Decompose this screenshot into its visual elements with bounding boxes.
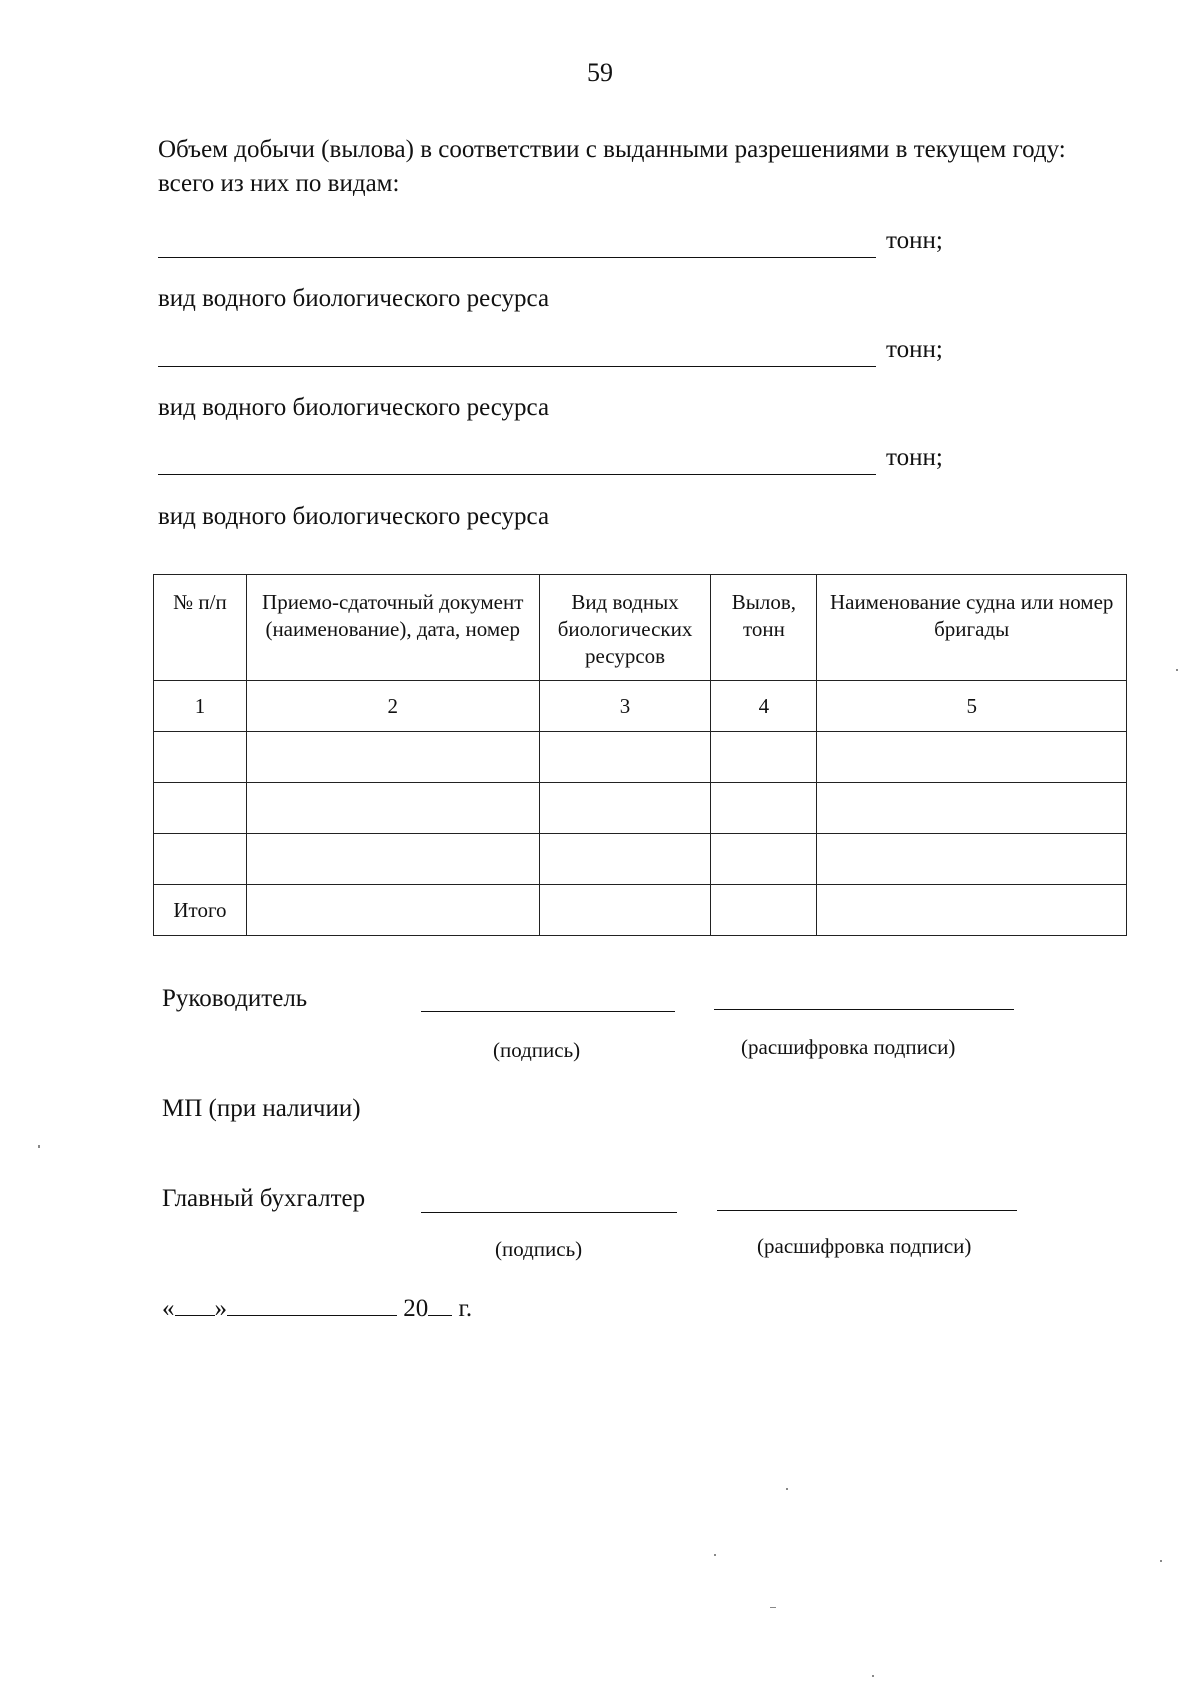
header-species: Вид водных биологических ресурсов (539, 575, 711, 681)
director-label: Руководитель (162, 985, 308, 1012)
table-cell[interactable] (817, 783, 1127, 834)
fill-line[interactable] (158, 257, 876, 258)
unit-label: тонн; (886, 444, 943, 471)
table-cell[interactable] (711, 732, 817, 783)
table-row (154, 783, 1127, 834)
table-cell[interactable] (539, 783, 711, 834)
column-number: 1 (154, 681, 247, 732)
species-volume-blank (158, 444, 958, 478)
species-label: вид водного биологического ресурса (158, 394, 550, 421)
species-volume-blank (158, 336, 958, 370)
table-cell[interactable] (246, 732, 539, 783)
accountant-label: Главный бухгалтер (162, 1185, 366, 1212)
transcript-caption: (расшифровка подписи) (757, 1234, 972, 1258)
date-open-quote: « (162, 1295, 175, 1322)
column-number-row (154, 681, 1127, 732)
accountant-transcript-line[interactable] (717, 1210, 1017, 1211)
total-row (154, 885, 1127, 936)
catch-table (153, 574, 1127, 936)
table-cell[interactable] (711, 834, 817, 885)
scan-speck (1176, 669, 1178, 671)
species-label: вид водного биологического ресурса (158, 503, 550, 530)
intro-text: Объем добычи (вылова) в соответствии с выданными разрешениями в текущем году: всего из них по видам: (158, 136, 1066, 197)
day-blank[interactable] (175, 1293, 215, 1316)
header-vessel: Наименование судна или номер бригады (817, 575, 1127, 681)
table-cell[interactable] (154, 783, 247, 834)
table-cell[interactable] (246, 783, 539, 834)
table-row (154, 732, 1127, 783)
table-cell[interactable] (154, 834, 247, 885)
stamp-label: МП (при наличии) (162, 1095, 361, 1122)
signature-caption: (подпись) (495, 1237, 583, 1261)
table-cell[interactable] (246, 834, 539, 885)
table-cell[interactable] (246, 885, 539, 936)
header-number: № п/п (154, 575, 247, 681)
table-cell[interactable] (711, 783, 817, 834)
table-cell[interactable] (711, 885, 817, 936)
table-cell[interactable] (539, 732, 711, 783)
transcript-caption: (расшифровка подписи) (741, 1035, 956, 1059)
date-close-quote: » (214, 1295, 227, 1322)
scan-speck (38, 1145, 40, 1148)
species-label: вид водного биологического ресурса (158, 285, 550, 312)
table-cell[interactable] (154, 732, 247, 783)
scan-speck (1160, 1560, 1162, 1562)
column-number: 2 (246, 681, 539, 732)
year-suffix: г. (458, 1295, 473, 1322)
month-blank[interactable] (227, 1293, 397, 1316)
total-volume-blank (158, 227, 958, 261)
header-catch: Вылов, тонн (711, 575, 817, 681)
table-row (154, 834, 1127, 885)
column-number: 3 (539, 681, 711, 732)
table-cell[interactable] (817, 885, 1127, 936)
director-transcript-line[interactable] (714, 1009, 1014, 1010)
scan-speck (714, 1554, 716, 1556)
table-cell[interactable] (539, 885, 711, 936)
fill-line[interactable] (158, 366, 876, 367)
column-number: 5 (817, 681, 1127, 732)
column-number: 4 (711, 681, 817, 732)
header-document: Приемо-сдаточный документ (наименование), дата, номер (246, 575, 539, 681)
total-label: Итого (154, 885, 247, 936)
year-prefix: 20 (403, 1295, 429, 1322)
fill-line[interactable] (158, 474, 876, 475)
unit-label: тонн; (886, 227, 943, 254)
table-header-row (154, 575, 1127, 681)
accountant-signature-line[interactable] (421, 1212, 677, 1213)
director-signature-line[interactable] (421, 1011, 675, 1012)
table-cell[interactable] (817, 834, 1127, 885)
scan-speck (770, 1607, 776, 1608)
year-blank[interactable] (428, 1293, 452, 1316)
date-line (162, 1293, 472, 1323)
scan-speck (872, 1675, 874, 1677)
signature-caption: (подпись) (493, 1038, 581, 1062)
table-cell[interactable] (539, 834, 711, 885)
table-cell[interactable] (817, 732, 1127, 783)
page-number: 59 (587, 58, 613, 87)
unit-label: тонн; (886, 336, 943, 363)
scan-speck (786, 1488, 788, 1490)
